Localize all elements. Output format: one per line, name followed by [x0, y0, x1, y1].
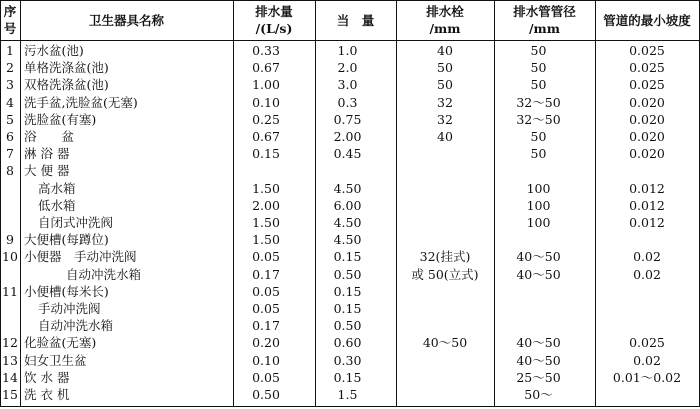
- cell-name: 妇女卫生盆: [24, 352, 87, 368]
- cell-name: 饮 水 器: [24, 369, 70, 385]
- cell-name: 污水盆(池): [24, 43, 84, 58]
- cell-seq: 8: [6, 163, 14, 179]
- cell-flow: 0.17: [252, 318, 280, 334]
- cell-seq: 6: [6, 129, 14, 144]
- cell-slope: 0.012: [629, 180, 665, 196]
- cell-flow: 0.15: [252, 146, 280, 162]
- cell-eq: 0.75: [333, 111, 362, 127]
- cell-plug: 32: [437, 94, 453, 110]
- cell-pipe: 40～50: [516, 249, 561, 265]
- cell-slope: 0.012: [629, 215, 665, 230]
- col-border: [20, 0, 21, 407]
- cell-flow: 0.33: [252, 43, 280, 58]
- cell-flow: 0.17: [252, 266, 280, 282]
- cell-name: 浴 盆: [24, 129, 75, 144]
- cell-pipe: 100: [526, 215, 551, 230]
- header-pipe: 排水管管径 /mm: [513, 4, 576, 36]
- header-slope: 管道的最小坡度: [603, 13, 691, 28]
- cell-eq: 1.0: [337, 43, 358, 58]
- cell-flow: 0.05: [252, 283, 280, 299]
- cell-name: 淋 浴 器: [24, 146, 70, 162]
- cell-eq: 2.00: [333, 129, 362, 144]
- cell-slope: 0.025: [629, 43, 665, 58]
- cell-name: 洗 衣 机: [24, 387, 70, 402]
- cell-name: 小便器 手动冲洗阀: [24, 249, 137, 265]
- cell-seq: 1: [6, 43, 14, 58]
- cell-pipe: 50: [530, 77, 547, 93]
- header-equivalent: 当 量: [336, 13, 375, 28]
- cell-plug: 40: [437, 43, 453, 58]
- cell-name: 自动冲洗水箱: [66, 266, 142, 282]
- cell-flow: 2.00: [252, 197, 280, 213]
- cell-eq: 4.50: [333, 215, 362, 230]
- cell-pipe: 40～50: [516, 352, 561, 368]
- cell-name: 单格洗涤盆(池): [24, 60, 109, 76]
- cell-eq: 0.15: [333, 301, 362, 316]
- cell-plug: 50: [437, 77, 453, 93]
- cell-eq: 0.50: [333, 266, 362, 282]
- cell-seq: 11: [2, 283, 18, 299]
- cell-slope: 0.020: [629, 111, 665, 127]
- cell-flow: 1.50: [252, 215, 280, 230]
- cell-slope: 0.025: [629, 335, 665, 351]
- cell-slope: 0.02: [633, 352, 661, 368]
- cell-seq: 14: [2, 369, 18, 385]
- cell-eq: 3.0: [337, 77, 358, 93]
- cell-name: 自动冲洗水箱: [38, 318, 114, 334]
- cell-pipe: 50: [530, 146, 547, 162]
- cell-name: 洗手盆,洗脸盆(无塞): [24, 94, 138, 110]
- cell-eq: 0.15: [333, 369, 362, 385]
- cell-slope: 0.01～0.02: [612, 369, 682, 385]
- cell-eq: 2.0: [337, 60, 358, 76]
- cell-eq: 4.50: [333, 180, 362, 196]
- cell-slope: 0.025: [629, 77, 665, 93]
- cell-slope: 0.025: [629, 60, 665, 76]
- cell-plug: 32: [437, 111, 453, 127]
- cell-flow: 0.10: [252, 352, 280, 368]
- cell-pipe: 50～: [524, 387, 553, 402]
- cell-seq: 2: [6, 60, 14, 76]
- cell-slope: 0.020: [629, 129, 665, 144]
- cell-flow: 1.50: [252, 180, 280, 196]
- cell-flow: 0.50: [252, 387, 280, 402]
- cell-pipe: 32～50: [516, 94, 561, 110]
- cell-pipe: 25～50: [516, 369, 561, 385]
- cell-pipe: 32～50: [516, 111, 561, 127]
- cell-flow: 0.20: [252, 335, 280, 351]
- cell-name: 双格洗涤盆(池): [24, 77, 109, 93]
- cell-eq: 0.50: [333, 318, 362, 334]
- cell-seq: 5: [6, 111, 14, 127]
- cell-seq: 7: [6, 146, 14, 162]
- cell-name: 高水箱: [38, 180, 76, 196]
- header-flow: 排水量 /(L/s): [255, 4, 293, 36]
- cell-pipe: 100: [526, 197, 551, 213]
- cell-pipe: 50: [530, 129, 547, 144]
- cell-name: 化验盆(无塞): [24, 335, 97, 351]
- cell-seq: 12: [2, 335, 18, 351]
- cell-name: 洗脸盆(有塞): [24, 111, 97, 127]
- cell-eq: 6.00: [333, 197, 362, 213]
- cell-eq: 0.15: [333, 283, 362, 299]
- cell-name: 小便槽(每米长): [24, 283, 109, 299]
- cell-flow: 0.05: [252, 249, 280, 265]
- cell-plug: 50: [437, 60, 453, 76]
- cell-pipe: 40～50: [516, 335, 561, 351]
- cell-flow: 0.05: [252, 369, 280, 385]
- cell-slope: 0.020: [629, 94, 665, 110]
- cell-eq: 0.45: [333, 146, 362, 162]
- cell-eq: 4.50: [333, 232, 362, 248]
- header-seq: 序 号: [3, 4, 17, 36]
- cell-seq: 9: [6, 232, 14, 248]
- cell-flow: 0.25: [252, 111, 280, 127]
- cell-flow: 1.50: [252, 232, 280, 248]
- cell-pipe: 50: [530, 60, 547, 76]
- cell-flow: 1.00: [252, 77, 280, 93]
- cell-slope: 0.012: [629, 197, 665, 213]
- cell-eq: 0.30: [333, 352, 362, 368]
- cell-eq: 0.60: [333, 335, 362, 351]
- cell-pipe: 50: [530, 43, 547, 58]
- cell-name: 自闭式冲洗阀: [38, 215, 114, 230]
- cell-flow: 0.67: [252, 129, 280, 144]
- cell-plug: 40～50: [422, 335, 468, 351]
- cell-plug: 或 50(立式): [411, 266, 479, 282]
- cell-name: 低水箱: [38, 197, 76, 213]
- cell-flow: 0.05: [252, 301, 280, 316]
- cell-plug: 40: [437, 129, 453, 144]
- cell-seq: 15: [2, 387, 18, 402]
- cell-eq: 0.15: [333, 249, 362, 265]
- cell-seq: 3: [6, 77, 14, 93]
- cell-name: 大便槽(每蹲位): [24, 232, 109, 248]
- cell-seq: 4: [6, 94, 14, 110]
- cell-slope: 0.020: [629, 146, 665, 162]
- cell-flow: 0.67: [252, 60, 280, 76]
- cell-seq: 10: [2, 249, 18, 265]
- cell-slope: 0.02: [633, 266, 661, 282]
- cell-name: 手动冲洗阀: [38, 301, 101, 316]
- cell-slope: 0.02: [633, 249, 661, 265]
- header-name: 卫生器具名称: [88, 13, 164, 28]
- cell-flow: 0.10: [252, 94, 280, 110]
- cell-pipe: 40～50: [516, 266, 561, 282]
- cell-pipe: 100: [526, 180, 551, 196]
- cell-seq: 13: [2, 352, 18, 368]
- header-plug: 排水栓 /mm: [426, 4, 464, 36]
- cell-plug: 32(挂式): [419, 249, 471, 265]
- cell-eq: 1.5: [337, 387, 358, 402]
- cell-eq: 0.3: [337, 94, 358, 110]
- cell-name: 大 便 器: [24, 163, 70, 179]
